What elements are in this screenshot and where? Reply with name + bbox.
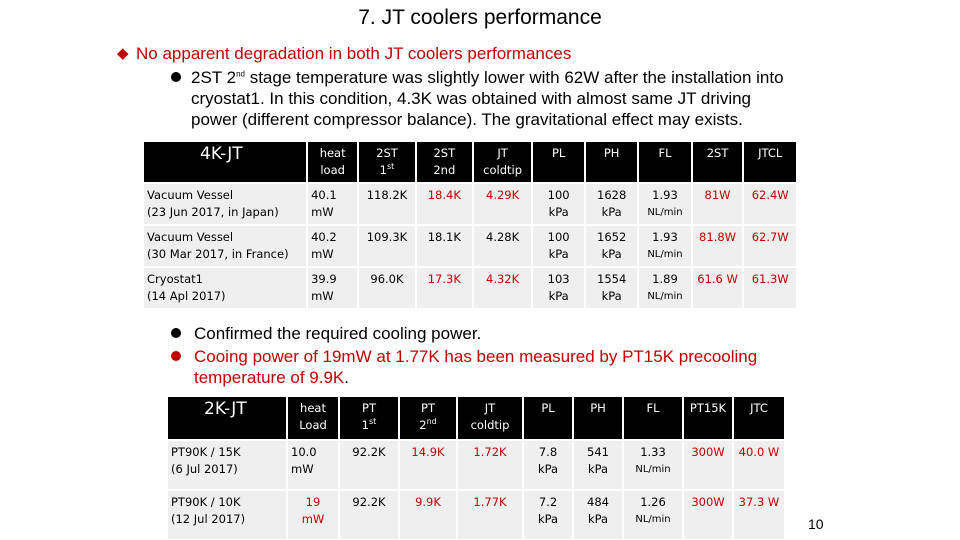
header-cell — [417, 142, 472, 182]
cell-2st-1st: 96.0K — [359, 268, 415, 308]
cell-line: 1.26 — [640, 495, 666, 509]
header-line: PT — [362, 401, 376, 415]
cell-pl — [533, 184, 584, 224]
cell-line: 484 — [587, 495, 609, 509]
table-corner-label: 2K-JT — [168, 397, 286, 439]
cell-line: 1.93 — [652, 188, 678, 202]
cell-line: NL/min — [647, 207, 683, 218]
cell-2st: 61.6 W — [693, 268, 743, 308]
cell-line: 103 — [547, 272, 570, 286]
bullet-dot-icon — [171, 328, 181, 338]
cell-heat-load — [308, 226, 357, 266]
cell-line: NL/min — [635, 464, 671, 475]
row-label — [144, 226, 306, 266]
table-corner-label: 4K-JT — [144, 142, 306, 182]
table-row — [168, 491, 784, 539]
cell-ph — [574, 491, 622, 539]
header-line: load — [320, 163, 345, 177]
bullet-dot-icon — [171, 72, 181, 82]
header-cell: PL — [524, 397, 572, 439]
cell-line: 100 — [547, 188, 570, 202]
cell-line: mW — [291, 462, 314, 476]
cell-line: mW — [311, 289, 334, 303]
header-line: coldtip — [483, 163, 522, 177]
row-label-line: PT90K / 10K — [171, 495, 241, 509]
header-cell — [340, 397, 398, 439]
cell-jt-coldtip: 4.28K — [474, 226, 531, 266]
bullet-2st-line1 — [191, 67, 784, 88]
text-part: 1 — [361, 418, 369, 432]
cell-line: kPa — [601, 247, 622, 261]
cell-line: 1.89 — [652, 272, 678, 286]
header-line: 2ST — [376, 146, 398, 160]
text-sup: st — [369, 417, 377, 427]
cell-pt-1st: 92.2K — [340, 441, 398, 489]
bullet-cooling-line1: Cooing power of 19mW at 1.77K has been measured by PT15K precooling — [194, 347, 758, 366]
bullet-no-degradation: No apparent degradation in both JT coolers performances — [136, 44, 572, 63]
header-cell — [308, 142, 357, 182]
cell-pl — [524, 491, 572, 539]
cell-jtcl: 62.4W — [744, 184, 796, 224]
row-label — [144, 184, 306, 224]
header-cell: PH — [586, 142, 637, 182]
text-sup: st — [386, 162, 395, 172]
cell-2st-2nd: 18.4K — [417, 184, 472, 224]
cell-pt-1st: 92.2K — [340, 491, 398, 539]
header-cell: 2ST — [693, 142, 743, 182]
table-header-row — [168, 397, 784, 439]
header-line: JT — [497, 146, 508, 160]
cell-pt-2nd: 9.9K — [400, 491, 456, 539]
cell-line: 1554 — [597, 272, 627, 286]
row-label-line: Vacuum Vessel — [147, 188, 234, 202]
bullet-2st-line2: cryostat1. In this condition, 4.3K was obtained with almost same JT driving — [191, 89, 752, 108]
header-line: heat — [300, 401, 326, 415]
cell-line: 100 — [547, 230, 570, 244]
cell-jt-coldtip: 4.32K — [474, 268, 531, 308]
cell-2st-2nd: 17.3K — [417, 268, 472, 308]
header-cell: JTC — [734, 397, 784, 439]
cell-line: 1628 — [597, 188, 627, 202]
cell-line: 1652 — [597, 230, 627, 244]
header-line — [343, 417, 395, 434]
cell-line: 39.9 — [311, 272, 337, 286]
row-label-line: (14 Apl 2017) — [147, 289, 226, 303]
header-line — [362, 162, 412, 179]
cell-heat-load — [288, 441, 338, 489]
cell-2st: 81W — [693, 184, 743, 224]
cell-line: NL/min — [647, 249, 683, 260]
row-label-line: (30 Mar 2017, in France) — [147, 247, 289, 261]
cell-jt-coldtip: 1.77K — [458, 491, 522, 539]
cell-line: 19 — [305, 495, 321, 509]
cell-line: kPa — [548, 205, 569, 219]
header-cell: PH — [574, 397, 622, 439]
header-cell: FL — [639, 142, 690, 182]
table-header-row — [144, 142, 796, 182]
cell-heat-load — [308, 268, 357, 308]
row-label-line: (6 Jul 2017) — [171, 462, 238, 476]
header-line: PT — [421, 401, 435, 415]
cell-2st: 81.8W — [693, 226, 743, 266]
header-cell: PT15K — [684, 397, 732, 439]
header-line: Load — [299, 418, 327, 432]
slide-title: 7. JT coolers performance — [358, 6, 602, 29]
header-cell — [474, 142, 531, 182]
text-part: 2ST 2 — [191, 68, 237, 87]
cell-line: kPa — [587, 512, 609, 526]
cell-fl — [639, 226, 690, 266]
cell-line: kPa — [601, 289, 622, 303]
table-row — [168, 441, 784, 489]
cell-line: 7.2 — [538, 495, 558, 509]
text-sup: nd — [236, 69, 245, 79]
cell-line: kPa — [537, 512, 559, 526]
row-label-line: PT90K / 15K — [171, 445, 241, 459]
cell-line: kPa — [548, 247, 569, 261]
header-cell — [400, 397, 456, 439]
header-cell: PL — [533, 142, 584, 182]
cell-line: kPa — [537, 462, 559, 476]
cell-pt15k: 300W — [684, 441, 732, 489]
row-label-line: (12 Jul 2017) — [171, 512, 246, 526]
header-cell — [359, 142, 415, 182]
cell-pt-2nd: 14.9K — [400, 441, 456, 489]
bullet-cooling-line2 — [194, 367, 757, 388]
cell-2st-1st: 109.3K — [359, 226, 415, 266]
row-label — [168, 491, 286, 539]
cell-ph — [586, 226, 637, 266]
header-line: JT — [484, 401, 496, 415]
cell-2st-2nd: 18.1K — [417, 226, 472, 266]
cell-line: 541 — [587, 445, 609, 459]
cell-pt15k: 300W — [684, 491, 732, 539]
table-row — [144, 226, 796, 266]
cell-line: mW — [301, 512, 325, 526]
table-4k-jt — [142, 140, 798, 310]
text-part: stage temperature was slightly lower with 62W after the installation into — [244, 68, 784, 87]
row-label-line: (23 Jun 2017, in Japan) — [147, 205, 279, 219]
cell-jtcl: 61.3W — [744, 268, 796, 308]
text-part: . — [344, 368, 349, 387]
cell-heat-load — [288, 491, 338, 539]
cell-line: mW — [311, 247, 334, 261]
cell-pl — [533, 268, 584, 308]
cell-line: 10.0 — [291, 445, 317, 459]
text-sup: nd — [426, 417, 437, 427]
cell-line: 1.33 — [640, 445, 666, 459]
text-part: 2 — [419, 418, 427, 432]
cell-ph — [574, 441, 622, 489]
cell-line: NL/min — [635, 514, 671, 525]
header-line: 2ST — [433, 146, 456, 160]
cell-ph — [586, 184, 637, 224]
cell-fl — [639, 184, 690, 224]
cell-ph — [586, 268, 637, 308]
cell-pl — [524, 441, 572, 489]
row-label — [144, 268, 306, 308]
table-row — [144, 268, 796, 308]
cell-heat-load — [308, 184, 357, 224]
text-part: temperature of 9.9K — [194, 368, 345, 387]
header-cell: JTCL — [744, 142, 796, 182]
header-cell — [458, 397, 522, 439]
cell-fl — [624, 491, 682, 539]
cell-line: 40.2 — [311, 230, 337, 244]
header-line: coldtip — [470, 418, 510, 432]
table-2k-jt — [166, 395, 786, 540]
cell-line: kPa — [587, 462, 609, 476]
page-number: 10 — [808, 516, 824, 532]
cell-fl — [624, 441, 682, 489]
text-part: 1 — [379, 163, 387, 177]
cell-jtc: 37.3 W — [734, 491, 784, 539]
bullet-2st-line3: power (different compressor balance). The gravitational effect may exists. — [191, 110, 743, 129]
cell-line: NL/min — [647, 291, 683, 302]
header-cell — [288, 397, 338, 439]
bullet-cooling-power — [194, 346, 757, 388]
cell-pl — [533, 226, 584, 266]
header-cell: FL — [624, 397, 682, 439]
cell-line: 40.1 — [311, 188, 337, 202]
cell-line: kPa — [601, 205, 622, 219]
diamond-bullet-icon: ◆ — [117, 45, 129, 62]
row-label-line: Cryostat1 — [147, 272, 203, 286]
cell-jt-coldtip: 1.72K — [458, 441, 522, 489]
bullet-dot-icon — [171, 351, 181, 361]
cell-line: mW — [311, 205, 334, 219]
cell-line: 1.93 — [652, 230, 678, 244]
cell-jtcl: 62.7W — [744, 226, 796, 266]
cell-line: 7.8 — [538, 445, 558, 459]
bullet-confirmed: Confirmed the required cooling power. — [194, 324, 482, 343]
table-row — [144, 184, 796, 224]
header-line: heat — [319, 146, 346, 160]
bullet-2st-stage — [191, 67, 784, 130]
cell-2st-1st: 118.2K — [359, 184, 415, 224]
header-line: 2nd — [433, 163, 456, 177]
row-label — [168, 441, 286, 489]
cell-jt-coldtip: 4.29K — [474, 184, 531, 224]
header-line — [403, 417, 453, 434]
row-label-line: Vacuum Vessel — [147, 230, 234, 244]
cell-line: kPa — [548, 289, 569, 303]
cell-fl — [639, 268, 690, 308]
cell-jtc: 40.0 W — [734, 441, 784, 489]
